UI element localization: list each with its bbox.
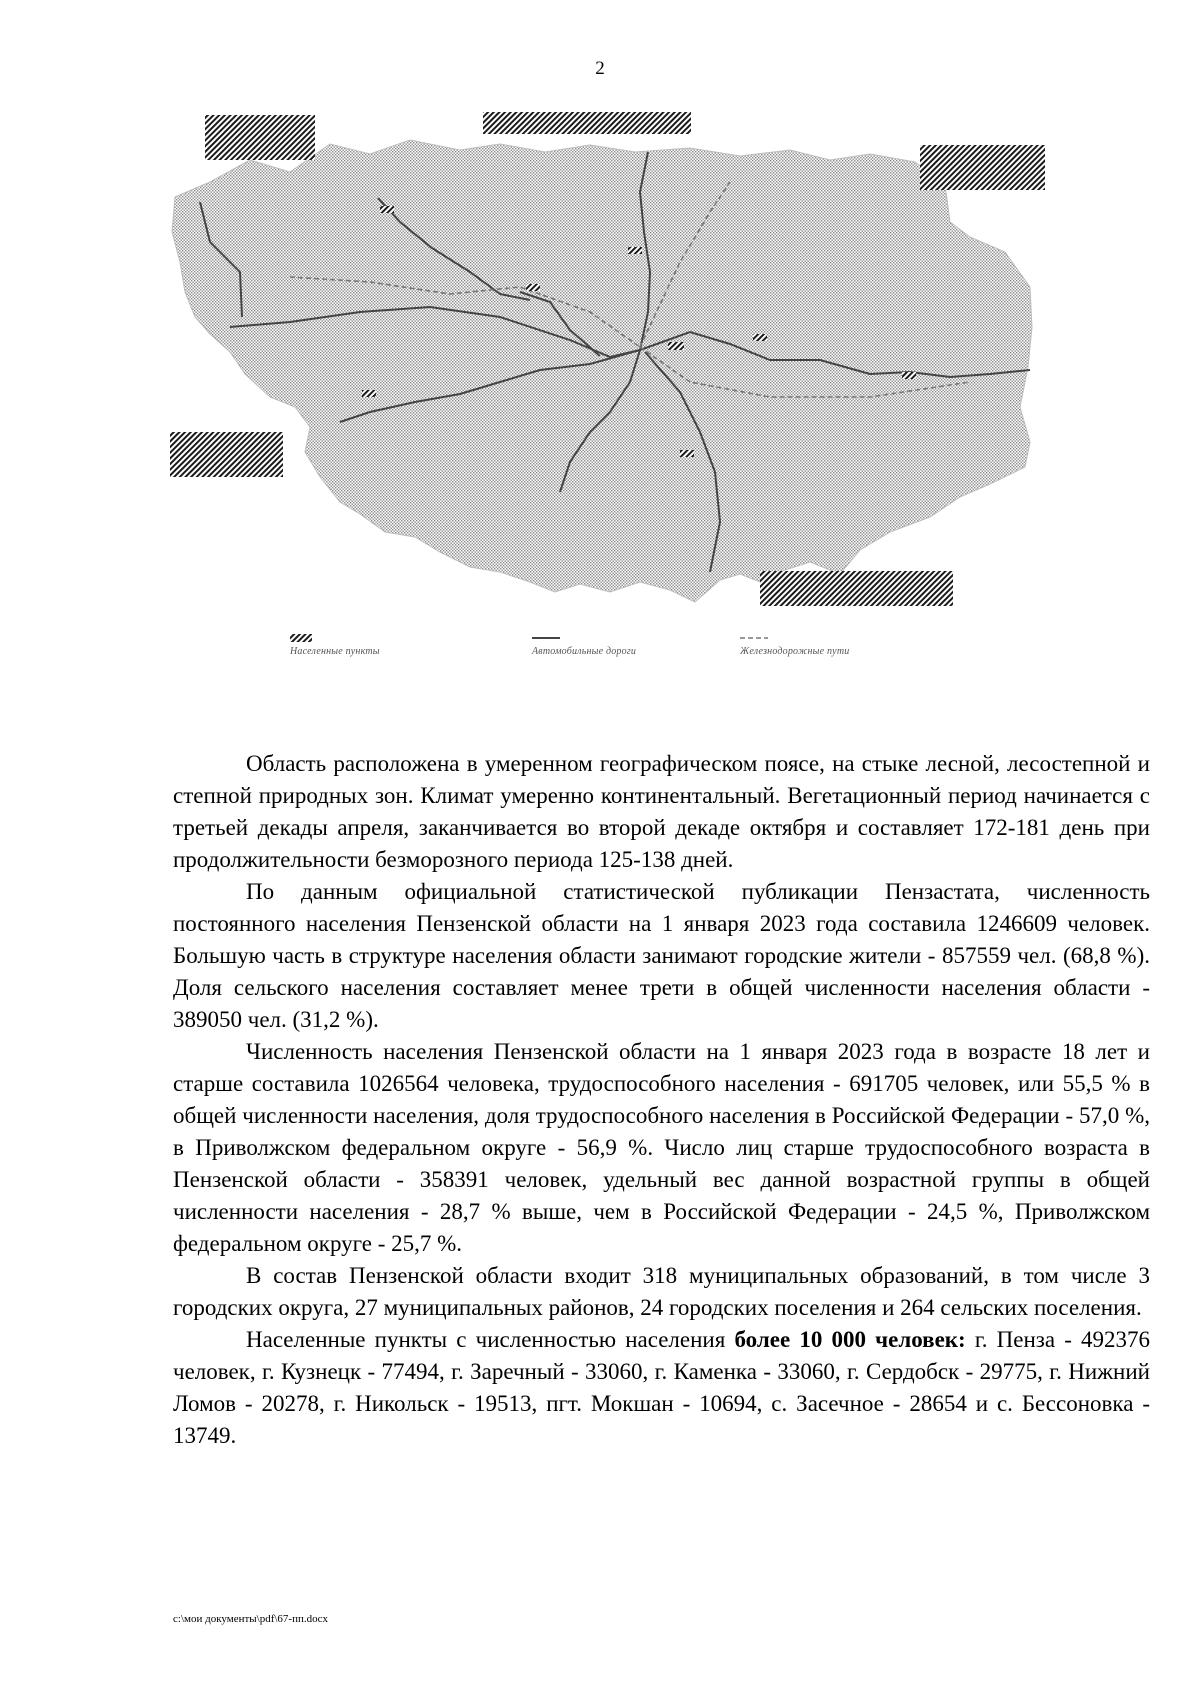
settlements-list: г. Пенза - 492376 человек, г. Кузнецк - 77494, г. Заречный - 33060, г. Каменка - 33060, г. Сердобск - 29775, г. Нижний Ломов - 20278, г. Никольск - 19513, пгт. Мокшан - 10694, с. Засечное - 28654 и с. Бессоновка - 13749. xyxy=(173,1327,1151,1448)
neighbour-label-bottom-right xyxy=(760,571,953,606)
neighbour-label-top xyxy=(483,112,691,134)
settlements-threshold: более 10 000 человек: xyxy=(734,1327,966,1352)
settlement-marker xyxy=(902,372,916,379)
settlement-marker xyxy=(526,284,540,291)
settlement-marker xyxy=(628,247,642,254)
settlement-marker xyxy=(380,206,394,213)
settlement-marker xyxy=(362,390,376,397)
legend-railway-label: Железнодорожные пути xyxy=(740,646,850,657)
paragraph-settlements xyxy=(173,1324,1150,1452)
page-number: 2 xyxy=(595,58,605,79)
footer-file-path: c:\мои документы\pdf\67-пп.docx xyxy=(173,1613,329,1625)
settlements-intro: Населенные пункты с численностью населения xyxy=(246,1327,735,1352)
paragraph-age-structure: Численность населения Пензенской области на 1 января 2023 года в возрасте 18 лет и старше составила 1026564 человека, трудоспособного населения - 691705 человек, или 55,5 % в общей численности населения, доля трудоспособного населения в Российской Федерации - 57,0 %, в Приволжском федеральном округе - 56,9 %. Число лиц старше трудоспособного возраста в Пензенской области - 358391 человек, удельный вес данной возрастной группы в общей численности населения - 28,7 % выше, чем в Российской Федерации - 24,5 %, Приволжском федеральном округе - 25,7 %. xyxy=(173,1039,1150,1256)
neighbour-label-left xyxy=(170,432,283,477)
map-svg xyxy=(170,112,1130,712)
settlement-marker xyxy=(668,342,684,350)
neighbour-label-top-left xyxy=(205,115,315,160)
settlement-marker xyxy=(753,334,767,341)
legend-road-label: Автомобильные дороги xyxy=(532,646,637,657)
legend-settlement-label: Населенные пункты xyxy=(290,646,380,657)
region-territory xyxy=(172,140,1032,602)
paragraph-municipalities: В состав Пензенской области входит 318 муниципальных образований, в том числе 3 городских округа, 27 муниципальных районов, 24 городских поселения и 264 сельских поселения. xyxy=(173,1263,1150,1320)
region-map xyxy=(170,112,1130,712)
document-text xyxy=(173,748,1150,1452)
neighbour-label-top-right xyxy=(920,145,1045,190)
paragraph-climate: Область расположена в умеренном географическом поясе, на стыке лесной, лесостепной и степной природных зон. Климат умеренно континентальный. Вегетационный период начинается с третьей декады апреля, заканчивается во второй декаде октября и составляет 172-181 день при продолжительности безморозного периода 125-138 дней. xyxy=(173,751,1150,872)
paragraph-population: По данным официальной статистической публикации Пензастата, численность постоянного населения Пензенской области на 1 января 2023 года составила 1246609 человек. Большую часть в структуре населения области занимают городские жители - 857559 чел. (68,8 %). Доля сельского населения составляет менее трети в общей численности населения области - 389050 чел. (31,2 %). xyxy=(173,879,1150,1032)
legend-settlement-symbol xyxy=(290,634,312,642)
settlement-marker xyxy=(680,450,694,457)
